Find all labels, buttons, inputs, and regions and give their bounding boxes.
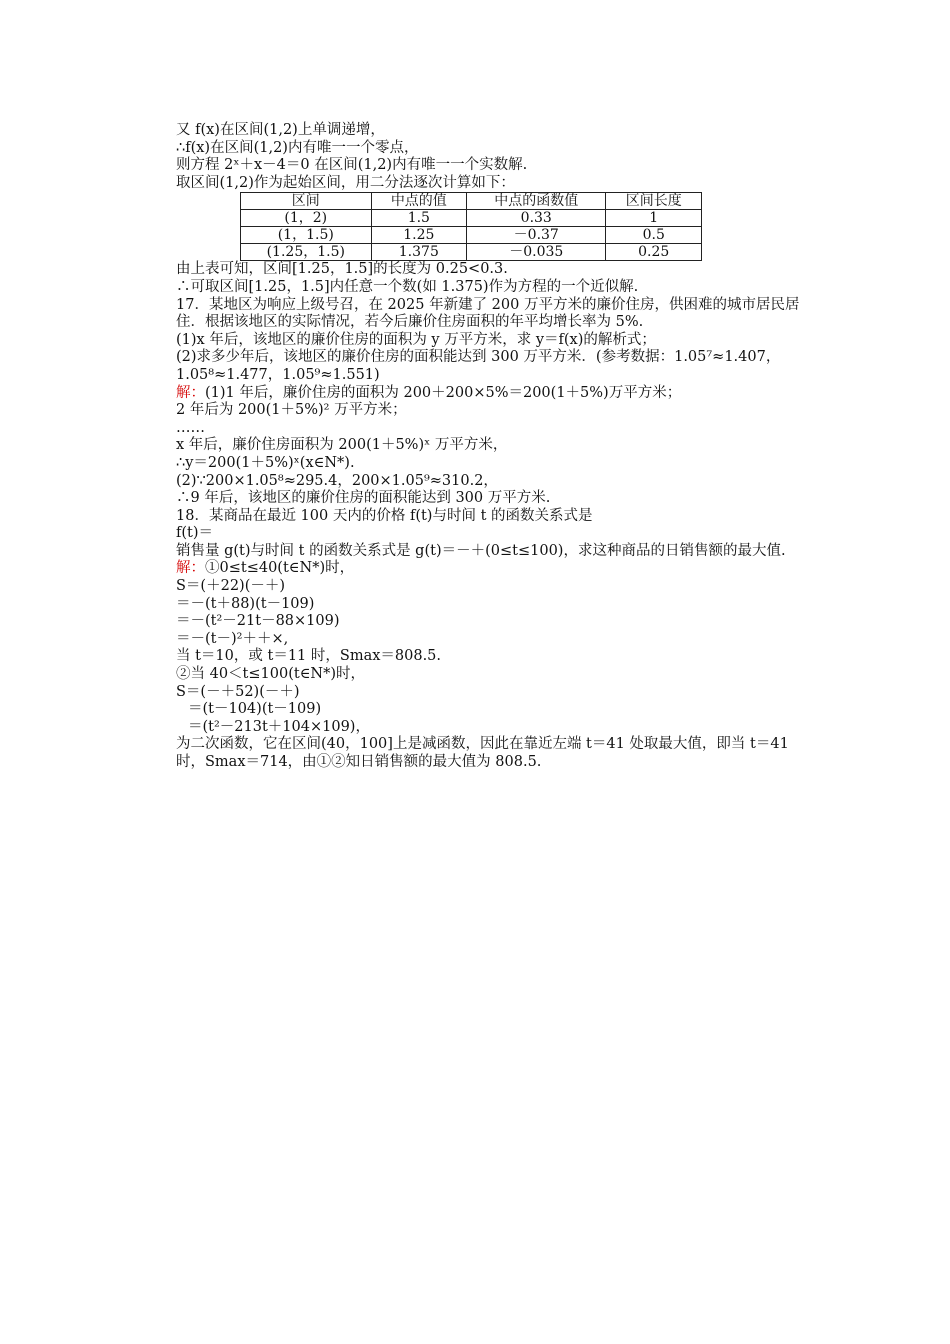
text-line: ∴可取区间[1.25，1.5]内任意一个数(如 1.375)作为方程的一个近似解.	[176, 278, 639, 295]
text-line: 则方程 2ˣ＋x－4＝0 在区间(1,2)内有唯一一个实数解.	[176, 157, 528, 174]
text-line: ＝－(t²－21t－88×109)	[176, 613, 340, 630]
text-line: 又 f(x)在区间(1,2)上单调递增，	[176, 122, 385, 138]
table-cell: 1.5	[371, 210, 467, 227]
table-header: 中点的函数值	[467, 193, 606, 210]
table-cell: 1.25	[371, 227, 467, 244]
text-line: (2)∵200×1.05⁸≈295.4，200×1.05⁹≈310.2，	[176, 472, 498, 489]
table-cell: (1，1.5)	[241, 227, 372, 244]
table-header-row	[241, 193, 702, 210]
text-line: 取区间(1,2)作为起始区间，用二分法逐次计算如下：	[176, 174, 515, 191]
question-18-price: f(t)＝	[176, 525, 214, 542]
table-header: 区间长度	[606, 193, 702, 210]
text-line: S＝(＋22)(－＋)	[176, 578, 286, 595]
text-line: x 年后，廉价住房面积为 200(1＋5%)ˣ 万平方米，	[176, 437, 508, 454]
text-line: ……	[176, 419, 205, 436]
text-line: S＝(－＋52)(－＋)	[176, 683, 300, 700]
document-body	[146, 122, 808, 772]
question-18-sales: 销售量 g(t)与时间 t 的函数关系式是 g(t)＝－＋(0≤t≤100)，求这种商品的日销售额的最大值.	[176, 542, 786, 559]
question-18-stem: 18．某商品在最近 100 天内的价格 f(t)与时间 t 的函数关系式是	[176, 507, 593, 524]
solution-label: 解：	[176, 560, 205, 577]
text-line: ＝(t－104)(t－109)	[188, 701, 322, 718]
text-line: ＝－(t－)²＋＋×,	[176, 630, 289, 647]
question-17-part1: (1)x 年后，该地区的廉价住房的面积为 y 万平方米，求 y＝f(x)的解析式；	[176, 331, 656, 348]
solution-text: ①0≤t≤40(t∈N*)时，	[205, 560, 355, 577]
text-line: 由上表可知，区间[1.25，1.5]的长度为 0.25<0.3.	[176, 261, 508, 278]
table-cell: (1，2)	[241, 210, 372, 227]
table-cell: 0.25	[606, 244, 702, 261]
table-header: 中点的值	[371, 193, 467, 210]
solution-18-conclusion: 为二次函数，它在区间(40，100]上是减函数，因此在靠近左端 t＝41 处取最大值，即当 t＝41 时，Smax＝714，由①②知日销售额的最大值为 808.5.	[176, 736, 789, 770]
text-line: ＝(t²－213t＋104×109)，	[188, 718, 370, 735]
solution-label: 解：	[176, 384, 205, 401]
text-line: 2 年后为 200(1＋5%)² 万平方米；	[176, 402, 407, 419]
table-cell: (1.25，1.5)	[241, 244, 372, 261]
text-line: ②当 40＜t≤100(t∈N*)时，	[176, 666, 366, 683]
table-cell: －0.37	[467, 227, 606, 244]
table-cell: 0.33	[467, 210, 606, 227]
text-line: ＝－(t＋88)(t－109)	[176, 595, 315, 612]
question-17-part2: (2)求多少年后，该地区的廉价住房的面积能达到 300 万平方米．(参考数据：1.05⁷≈1.407，1.05⁸≈1.477，1.05⁹≈1.551)	[176, 349, 781, 383]
table-row	[241, 210, 702, 227]
text-line: ∴f(x)在区间(1,2)内有唯一一个零点，	[176, 139, 419, 156]
text-line: ∴y＝200(1＋5%)ˣ(x∈N*).	[176, 454, 355, 471]
text-line: 当 t＝10，或 t＝11 时，Smax＝808.5.	[176, 648, 442, 665]
solution-18-first	[146, 560, 808, 578]
table-cell: 0.5	[606, 227, 702, 244]
text-line: ∴9 年后，该地区的廉价住房的面积能达到 300 万平方米.	[176, 490, 551, 507]
table-cell: －0.035	[467, 244, 606, 261]
question-17-stem: 17．某地区为响应上级号召，在 2025 年新建了 200 万平方米的廉价住房，供困难的城市居民居住．根据该地区的实际情况，若今后廉价住房面积的年平均增长率为 5%.	[176, 296, 800, 331]
bisection-table	[240, 192, 702, 261]
solution-17-first	[146, 385, 808, 403]
table-cell: 1	[606, 210, 702, 227]
table-header: 区间	[241, 193, 372, 210]
table-row	[241, 227, 702, 244]
table-row	[241, 244, 702, 261]
table-cell: 1.375	[371, 244, 467, 261]
solution-text: (1)1 年后，廉价住房的面积为 200＋200×5%＝200(1＋5%)万平方米；	[205, 384, 682, 401]
